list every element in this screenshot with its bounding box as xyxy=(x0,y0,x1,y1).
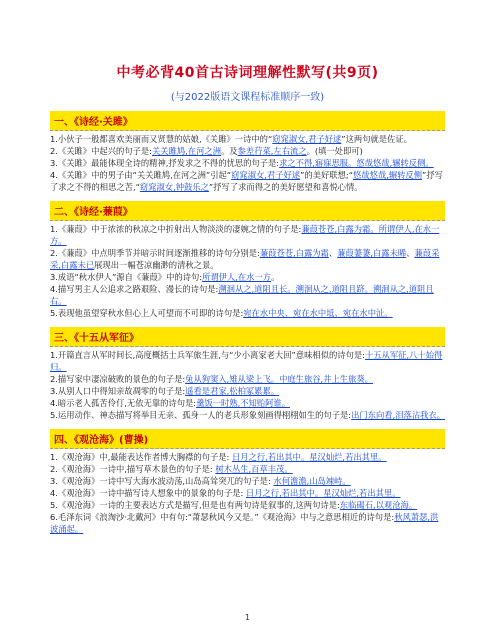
question-item xyxy=(50,283,445,307)
question-item xyxy=(50,475,445,487)
question-item xyxy=(50,397,445,409)
answer-text: 东临碣石,以观沧海。 xyxy=(339,500,418,510)
question-text: ”抒写了求之不得的相思之苦,“ xyxy=(50,170,443,192)
question-text: 1.《观沧海》中,最能表达作者博大胸襟的句子是: xyxy=(50,452,232,462)
section-heading: 二、《诗经·蒹葭》 xyxy=(50,201,445,221)
answer-text: 遥看是君家,松柏冢累累。 xyxy=(185,386,280,396)
question-item xyxy=(50,247,445,271)
question-text: 2.《观沧海》一诗中,描写草木景色的句子是: xyxy=(50,464,216,474)
answer-text: 出门东向看,泪落沾我衣。 xyxy=(351,410,446,420)
answer-text: 蒹葭苍苍,白露为霜 xyxy=(259,248,329,258)
answer-text: 窈窕淑女,君子好逑 xyxy=(231,170,301,180)
question-text: 。及 xyxy=(221,146,238,156)
answer-text: 蒹葭采采,白露未已 xyxy=(50,248,440,270)
question-text: 5.表现他虽望穿秋水但心上人可望而不可即的诗句是: xyxy=(50,308,244,318)
answer-text: 蒹葭苍苍,白露为霜。所谓伊人,在水一方。 xyxy=(50,224,440,246)
question-item xyxy=(50,169,445,193)
section-heading: 三、《十五从军征》 xyxy=(50,327,445,347)
answer-text: 水何澹澹,山岛竦峙。 xyxy=(273,476,351,486)
answer-text: 窈窕淑女,君子好逑 xyxy=(272,134,342,144)
question-text: 、 xyxy=(328,248,338,258)
question-item xyxy=(50,349,445,373)
question-text: 、 xyxy=(406,248,415,258)
question-text: 2.《关雎》中起兴的句子是: xyxy=(50,146,152,156)
question-item xyxy=(50,307,445,319)
answer-text: 羹饭一时熟,不知贻阿谁。 xyxy=(196,398,291,408)
question-item xyxy=(50,385,445,397)
poem-section xyxy=(50,429,445,535)
question-text: 3.从别人口中得知亲故凋零的句子是: xyxy=(50,386,186,396)
question-text: ”的美好联想;“ xyxy=(300,170,353,180)
answer-text: 参差荇菜,左右流之 xyxy=(237,146,307,156)
question-item xyxy=(50,499,445,511)
poem-section xyxy=(50,327,445,421)
question-text: 。(填一处即可) xyxy=(306,146,363,156)
poem-section xyxy=(50,111,445,193)
answer-text: 所谓伊人,在水一方 xyxy=(202,272,272,282)
question-text: 2.《蒹葭》中点明季节并暗示时间逐渐推移的诗句分别是: xyxy=(50,248,260,258)
question-text: 3.成语“秋水伊人”源自《蒹葭》中的诗句: xyxy=(50,272,203,282)
question-item xyxy=(50,271,445,283)
question-item xyxy=(50,511,445,535)
poem-section xyxy=(50,201,445,319)
question-text: 5.运用动作、神态描写将举目无亲、孤身一人的老兵形象刻画得栩栩如生的句子是: xyxy=(50,410,352,420)
section-heading: 一、《诗经·关雎》 xyxy=(50,111,445,131)
answer-text: 悠哉悠哉,辗转反侧 xyxy=(353,170,423,180)
question-item xyxy=(50,157,445,169)
answer-text: 日月之行,若出其中。星汉灿烂,若出其里。 xyxy=(231,452,387,462)
answer-text: 树木丛生,百草丰茂。 xyxy=(215,464,293,474)
answer-text: 溯洄从之,道阻且长。溯洄从之,道阻且跻。溯洄从之,道阻且右。 xyxy=(50,284,434,306)
question-text: 3.《关雎》最能体现全诗的精神,抒发求之不得的忧思的句子是: xyxy=(50,158,280,168)
answer-text: 窈窕淑女,钟鼓乐之 xyxy=(139,182,209,192)
question-text: ”抒写了求而得之的美好愿望和喜悦心情。 xyxy=(208,182,363,192)
section-heading: 四、《观沧海》(曹操) xyxy=(50,429,445,449)
answer-text: 十五从军征,八十始得归。 xyxy=(50,350,443,372)
answer-text: 蒹葭萋萋,白露未晞 xyxy=(337,248,407,258)
page-number: 1 xyxy=(244,613,251,622)
question-text: 1.开篇直言从军时间长,高度概括士兵军旅生涯,与“少小离家老大回”意味相似的诗句是: xyxy=(50,350,365,360)
question-text: 1.小伙子一般都喜欢美丽而又贤慧的姑娘,《关雎》一诗中的“ xyxy=(50,134,273,144)
answer-text: 宛在水中央、宛在水中坻、宛在水中沚。 xyxy=(243,308,393,318)
question-text: 3.《观沧海》一诗中写大海水波动荡,山岛高耸突兀的句子是: xyxy=(50,476,274,486)
question-item xyxy=(50,409,445,421)
question-text: 4.暗示老人孤苦伶仃,无依无靠的诗句是: xyxy=(50,398,197,408)
question-item xyxy=(50,145,445,157)
question-text: 6.毛泽东词《浪淘沙·北戴河》中有句:“萧瑟秋风今又是。”《观沧海》中与之意思相近的诗句是: xyxy=(50,512,395,522)
question-text: 2.描写家中凄凉破败的景色的句子是: xyxy=(50,374,186,384)
question-item xyxy=(50,223,445,247)
question-item xyxy=(50,463,445,475)
question-text: 4.描写男主人公追求之路艰险、漫长的诗句是: xyxy=(50,284,219,294)
question-text: 5.《观沧海》一诗的主要表达方式是描写,但是也有两句诗是叙事的,这两句诗是: xyxy=(50,500,340,510)
question-item xyxy=(50,133,445,145)
question-item xyxy=(50,451,445,463)
answer-text: 秋风萧瑟,洪波涌起。 xyxy=(50,512,439,534)
question-text: 4.《观沧海》一诗中描写诗人想象中的景象的句子是: xyxy=(50,488,246,498)
answer-text: 日月之行,若出其中。星汉灿烂,若出其里。 xyxy=(245,488,401,498)
answer-text: 关关雎鸠,在河之洲 xyxy=(151,146,221,156)
sections-container xyxy=(50,111,445,535)
question-item xyxy=(50,487,445,499)
answer-text: 求之不得,寤寐思服。悠哉悠哉,辗转反侧。 xyxy=(279,158,434,168)
page-subtitle: (与2022版语文课程标准顺序一致) xyxy=(170,92,325,103)
question-text: 1.《蒹葭》中于浓浓的秋凉之中折射出人物淡淡的凄婉之情的句子是: xyxy=(50,224,302,234)
answer-text: 兔从狗窦入,雉从梁上飞。中庭生旅谷,井上生旅葵。 xyxy=(185,374,373,384)
page-title: 中考必背40首古诗词理解性默写(共9页) xyxy=(116,65,379,81)
question-text: 展现出一幅苍凉幽渺的清秋之景。 xyxy=(94,260,219,270)
question-text: ”这两句就是佐证。 xyxy=(341,134,412,144)
question-text: 。 xyxy=(271,272,280,282)
question-text: 4.《关雎》中的男子由“关关雎鸠,在河之洲”引起“ xyxy=(50,170,232,180)
question-item xyxy=(50,373,445,385)
